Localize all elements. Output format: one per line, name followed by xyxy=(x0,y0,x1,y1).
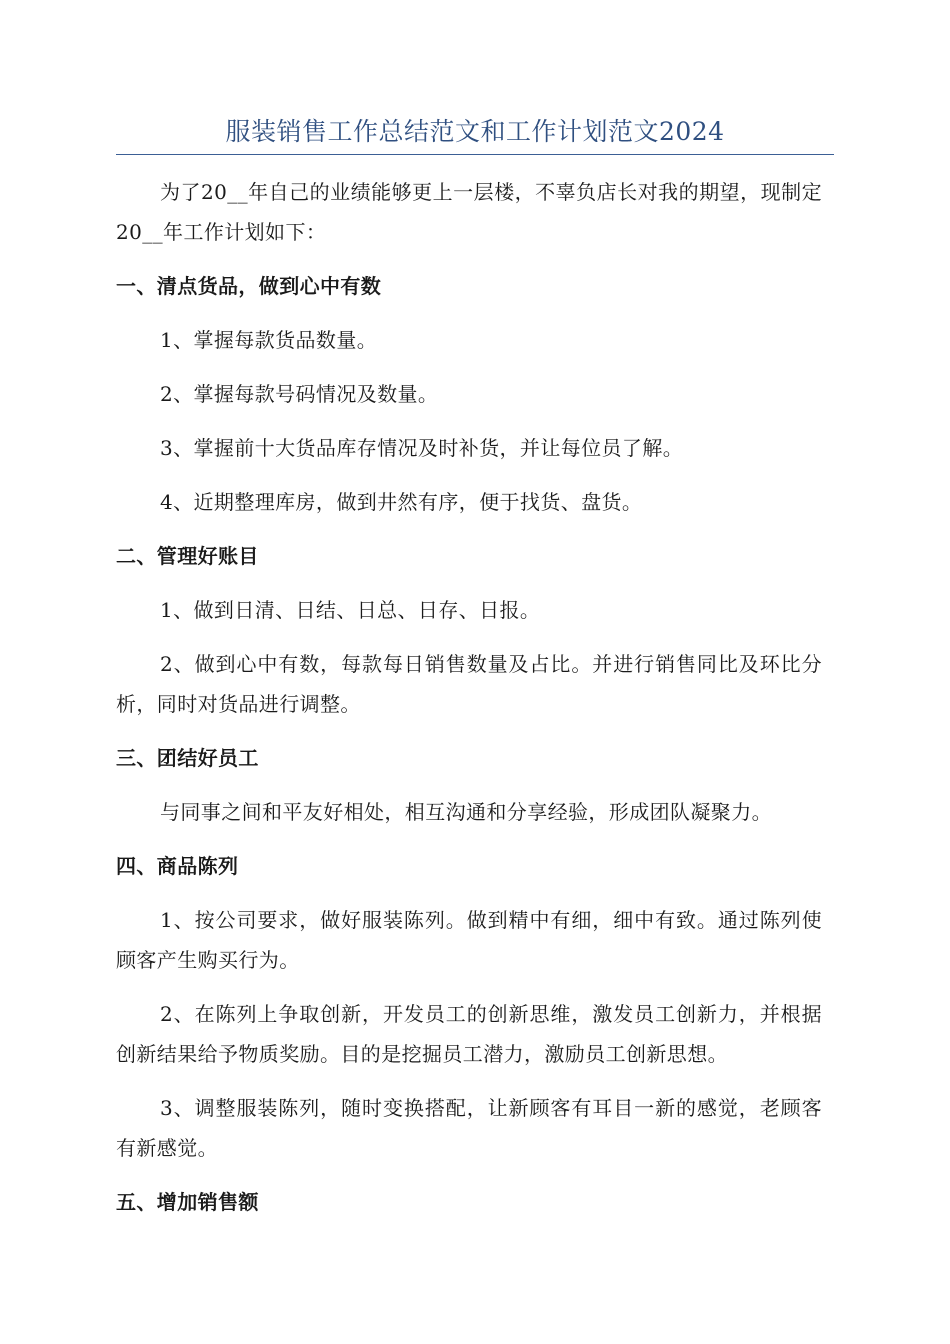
section-heading: 二、管理好账目 xyxy=(116,544,259,568)
section-item: 1、按公司要求，做好服装陈列。做到精中有细，细中有致。通过陈列使顾客产生购买行为。 xyxy=(116,908,822,972)
section-item: 2、在陈列上争取创新，开发员工的创新思维，激发员工创新力，并根据创新结果给予物质奖励。目的是挖掘员工潜力，激励员工创新思想。 xyxy=(116,1002,822,1066)
section-heading: 五、增加销售额 xyxy=(116,1190,259,1214)
section-item: 1、做到日清、日结、日总、日存、日报。 xyxy=(160,598,541,622)
section-1 xyxy=(116,266,822,522)
section-3 xyxy=(116,738,822,832)
section-2 xyxy=(116,536,822,724)
section-heading: 四、商品陈列 xyxy=(116,854,239,878)
section-item: 3、调整服装陈列，随时变换搭配，让新顾客有耳目一新的感觉，老顾客有新感觉。 xyxy=(116,1096,822,1160)
intro-paragraph: 为了20__年自己的业绩能够更上一层楼，不辜负店长对我的期望，现制定20__年工作计划如下： xyxy=(116,180,822,244)
section-heading: 一、清点货品，做到心中有数 xyxy=(116,274,382,298)
document-title: 服装销售工作总结范文和工作计划范文2024 xyxy=(225,117,725,146)
section-item: 4、近期整理库房，做到井然有序，便于找货、盘货。 xyxy=(160,490,643,514)
section-item: 3、掌握前十大货品库存情况及时补货，并让每位员了解。 xyxy=(160,436,684,460)
section-5 xyxy=(116,1182,822,1222)
section-item: 2、掌握每款号码情况及数量。 xyxy=(160,382,439,406)
section-heading: 三、团结好员工 xyxy=(116,746,259,770)
title-underline xyxy=(116,154,834,155)
section-4 xyxy=(116,846,822,1168)
section-item: 2、做到心中有数，每款每日销售数量及占比。并进行销售同比及环比分析，同时对货品进行调整。 xyxy=(116,652,822,716)
section-item: 1、掌握每款货品数量。 xyxy=(160,328,378,352)
section-item: 与同事之间和平友好相处，相互沟通和分享经验，形成团队凝聚力。 xyxy=(160,800,772,824)
document-body xyxy=(116,172,822,1236)
